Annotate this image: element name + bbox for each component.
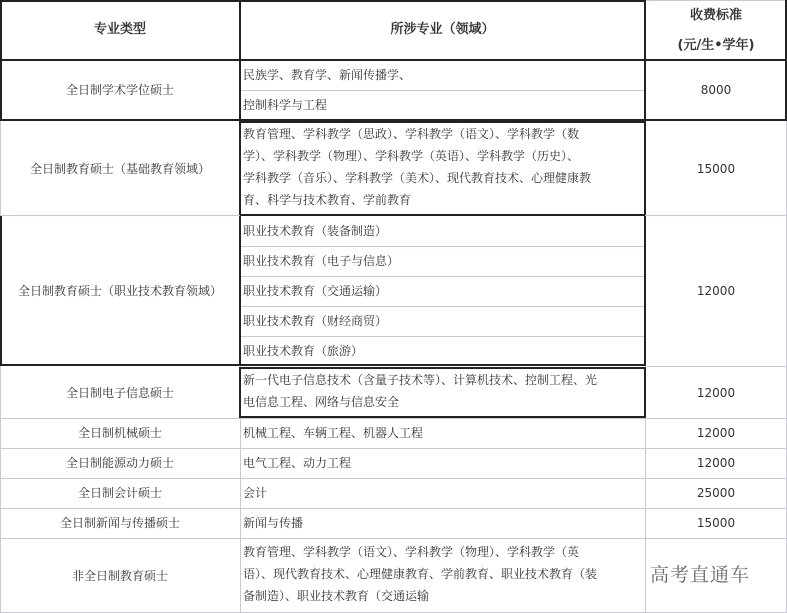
row-type: 全日制机械硕士 <box>77 426 162 440</box>
row-major: 育、科学与技术教育、学前教育 <box>243 193 412 207</box>
bold-border <box>239 216 241 366</box>
bold-border <box>240 214 645 216</box>
header-fee-line2: (元/生•学年) <box>677 37 755 53</box>
row-major: 控制科学与工程 <box>243 98 328 112</box>
row-major: 职业技术教育（交通运输） <box>243 284 388 298</box>
bold-border <box>0 216 2 366</box>
row-major: 职业技术教育（旅游） <box>243 344 364 358</box>
grid-line <box>645 215 787 216</box>
row-major: 机械工程、车辆工程、机器人工程 <box>243 426 424 440</box>
grid-line <box>0 215 240 216</box>
row-fee: 12000 <box>696 284 736 298</box>
bold-border <box>239 0 241 121</box>
row-major: 职业技术教育（财经商贸） <box>243 314 388 328</box>
row-major: 学科教学（音乐）、学科教学（美术）、现代教育技术、心理健康教 <box>243 171 592 185</box>
row-type: 全日制电子信息硕士 <box>65 385 174 400</box>
row-major: 职业技术教育（电子与信息） <box>243 254 400 268</box>
watermark: 高考直通车 <box>650 564 751 586</box>
row-fee: 8000 <box>700 83 732 97</box>
row-major: 电气工程、动力工程 <box>243 456 352 470</box>
row-type: 非全日制教育硕士 <box>71 568 168 583</box>
grid-line <box>645 366 787 367</box>
row-type: 全日制教育硕士（基础教育领域） <box>29 161 210 176</box>
row-major: 教育管理、学科教学（思政）、学科教学（语文）、学科教学（数 <box>243 127 580 141</box>
row-fee: 15000 <box>696 516 736 530</box>
row-major: 职业技术教育（装备制造） <box>243 224 388 238</box>
row-major: 会计 <box>243 486 268 500</box>
bold-border <box>644 216 646 366</box>
bold-border <box>240 121 645 123</box>
row-major: 语）、现代教育技术、心理健康教育、学前教育、职业技术教育（装 <box>243 567 598 581</box>
row-fee: 12000 <box>696 385 736 400</box>
row-majors-block <box>240 369 645 417</box>
row-major: 教育管理、学科教学（语文）、学科教学（物理）、学科教学（英 <box>243 545 580 559</box>
row-majors-block <box>240 123 645 215</box>
row-major: 电信息工程、网络与信息安全 <box>243 395 400 409</box>
bold-border <box>0 364 645 366</box>
bold-border <box>644 0 646 121</box>
header-major-type: 专业类型 <box>93 22 146 37</box>
grid-line <box>240 246 645 247</box>
header-fee-line1: 收费标准 <box>689 7 742 23</box>
row-major: 学）、学科教学（物理）、学科教学（英语）、学科教学（历史）、 <box>243 149 580 163</box>
row-fee: 12000 <box>696 426 736 440</box>
grid-line <box>0 538 787 539</box>
row-major: 备制造）、职业技术教育（交通运输 <box>243 589 430 603</box>
row-type: 全日制教育硕士（职业技术教育领域） <box>17 284 222 298</box>
row-major: 新闻与传播 <box>243 516 304 530</box>
row-type: 全日制新闻与传播硕士 <box>59 516 180 530</box>
row-majors-block <box>240 541 645 613</box>
grid-line <box>240 276 645 277</box>
bold-border <box>240 416 645 418</box>
row-major: 新一代电子信息技术（含量子技术等）、计算机技术、控制工程、光 <box>243 373 598 387</box>
row-type: 全日制学术学位硕士 <box>65 83 174 97</box>
bold-border <box>239 367 241 418</box>
grid-line <box>0 448 787 449</box>
bold-border <box>644 121 646 216</box>
row-fee: 25000 <box>696 486 736 500</box>
grid-line <box>0 418 787 419</box>
row-major: 民族学、教育学、新闻传播学、 <box>243 68 412 82</box>
bold-border <box>0 0 645 2</box>
grid-line <box>240 336 645 337</box>
grid-line <box>240 90 645 91</box>
bold-border <box>0 0 2 121</box>
grid-line <box>0 478 787 479</box>
row-type: 全日制能源动力硕士 <box>65 456 174 470</box>
grid-line <box>0 121 1 216</box>
bold-border <box>644 367 646 418</box>
row-type: 全日制会计硕士 <box>77 486 162 500</box>
bold-border <box>0 59 787 61</box>
row-fee: 15000 <box>696 161 736 176</box>
bold-border <box>240 367 645 369</box>
grid-line <box>240 306 645 307</box>
grid-line <box>0 508 787 509</box>
row-fee: 12000 <box>696 456 736 470</box>
header-majors: 所涉专业（领域） <box>390 22 495 37</box>
bold-border <box>239 121 241 216</box>
